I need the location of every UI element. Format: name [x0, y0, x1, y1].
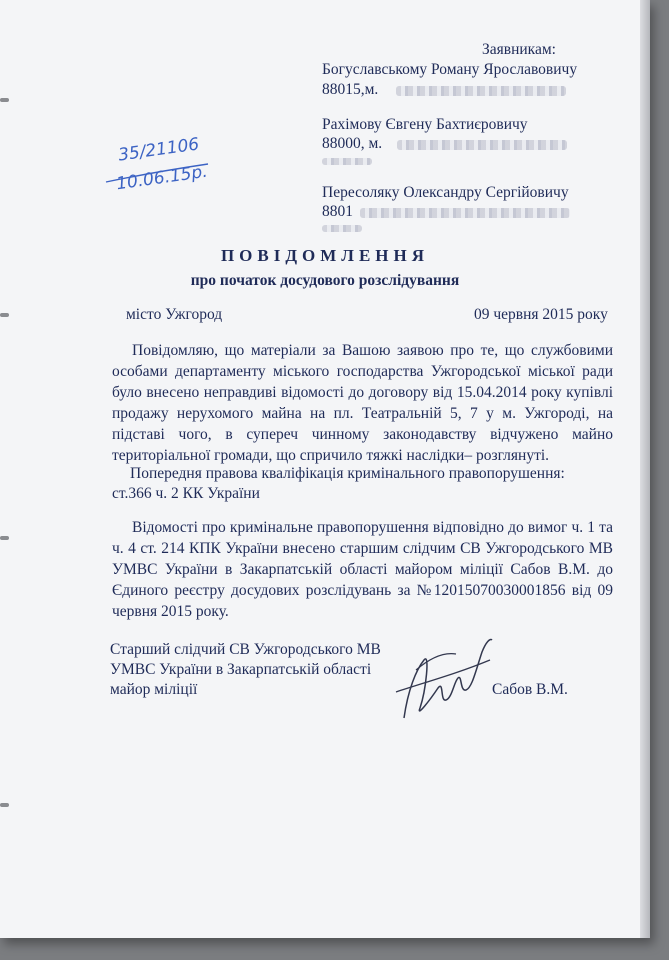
- recipient-3-address: 8801: [322, 203, 353, 220]
- recipients-heading: Заявникам:: [482, 41, 556, 58]
- recipient-1-address: 88015,м.: [322, 81, 379, 98]
- document-date: 09 червня 2015 року: [474, 306, 608, 323]
- recipient-2-name: Рахімову Євгену Бахтиєровичу: [322, 116, 528, 133]
- page-edge-shadow: [640, 0, 650, 938]
- recipient-1-name: Богуславському Роману Ярославовичу: [322, 61, 578, 78]
- handwritten-reg-number: 35/21106: [117, 134, 201, 166]
- document-title: ПОВІДОМЛЕННЯ: [220, 246, 430, 265]
- place: місто Ужгород: [126, 306, 223, 323]
- binder-mark: [0, 803, 9, 807]
- recipient-3-name: Пересоляку Олександру Сергійовичу: [322, 184, 569, 201]
- signer-position-line2: УМВС України в Закарпатській області: [110, 661, 372, 678]
- binder-mark: [0, 313, 9, 317]
- signer-name: Сабов В.М.: [492, 681, 568, 698]
- redacted-address: [322, 225, 362, 232]
- binder-mark: [0, 98, 9, 102]
- handwritten-reg-date: 10.06.15р.: [115, 161, 209, 195]
- qualification-label: Попередня правова кваліфікація кримінального правопорушення:: [130, 465, 565, 482]
- redacted-address: [360, 208, 570, 218]
- redacted-address: [322, 158, 372, 165]
- signer-position-line1: Старший слідчий СВ Ужгородського МВ: [110, 641, 381, 658]
- document-subtitle: про початок досудового розслідування: [190, 272, 460, 289]
- registry-paragraph: Відомості про кримінальне правопорушення відповідно до вимог ч. 1 та ч. 4 ст. 214 КПК України внесено старшим слідчим СВ Ужгородського МВ УМВС України в Закарпатській області майором міліції Сабов В.М. до Єдиного реєстру досудових розслідувань за №12015070030001856 від 09 червня 2015 року.: [112, 519, 613, 620]
- redacted-address: [397, 140, 567, 150]
- handwritten-signature: [386, 630, 496, 725]
- notice-paragraph: Повідомляю, що матеріали за Вашою заявою про те, що службовими особами департаменту міського господарства Ужгородської міської ради було внесено неправдиві відомості до договору від 15.04.2014 року купівлі продажу нерухомого майна на пл. Театральній 5, 7 у м. Ужгороді, на підставі чого, в супереч чинному законодавству відчужено майно територіальної громади, що спричило тяжкі наслідки– розглянуті.: [112, 342, 613, 464]
- binder-mark: [0, 536, 9, 540]
- recipient-2-address: 88000, м.: [322, 135, 383, 152]
- redacted-address: [396, 86, 566, 96]
- signer-rank: майор міліції: [110, 681, 198, 698]
- qualification-value: ст.366 ч. 2 КК України: [112, 485, 260, 502]
